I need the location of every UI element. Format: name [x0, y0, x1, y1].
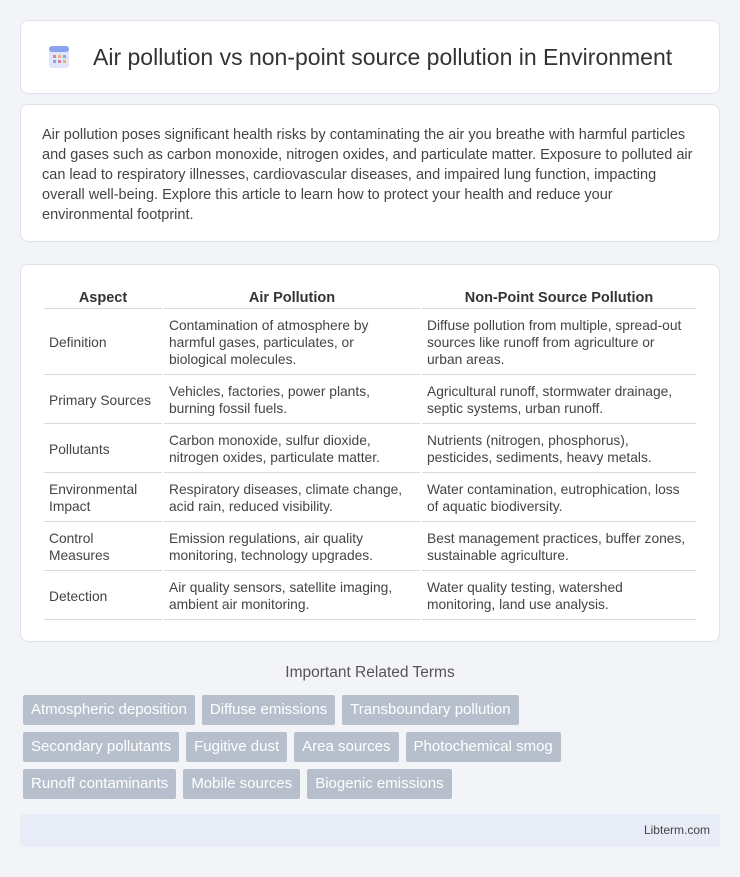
- comparison-card: [20, 264, 720, 642]
- cell-air: Vehicles, factories, power plants, burning fossil fuels.: [164, 377, 420, 424]
- header-aspect: Aspect: [44, 286, 162, 309]
- table-row: [44, 311, 696, 375]
- tag-secondary-pollutants[interactable]: Secondary pollutants: [23, 732, 179, 762]
- related-terms-tags: [23, 695, 723, 806]
- header-non-point: Non-Point Source Pollution: [422, 286, 696, 309]
- table-row: [44, 524, 696, 571]
- cell-nonpoint: Water quality testing, watershed monitoring, land use analysis.: [422, 573, 696, 620]
- tag-row: [23, 732, 723, 762]
- tag-biogenic-emissions[interactable]: Biogenic emissions: [307, 769, 451, 799]
- cell-nonpoint: Nutrients (nitrogen, phosphorus), pesticides, sediments, heavy metals.: [422, 426, 696, 473]
- tag-fugitive-dust[interactable]: Fugitive dust: [186, 732, 287, 762]
- comparison-table: [42, 284, 698, 622]
- page-title: Air pollution vs non-point source pollution in Environment: [93, 43, 673, 70]
- tag-row: [23, 695, 723, 725]
- header-card: [20, 20, 720, 94]
- cell-aspect: Detection: [44, 573, 162, 620]
- table-header-row: [44, 286, 696, 309]
- cell-aspect: Primary Sources: [44, 377, 162, 424]
- document-list-icon: [45, 43, 73, 71]
- footer-site-link[interactable]: Libterm.com: [643, 823, 710, 837]
- cell-nonpoint: Best management practices, buffer zones, sustainable agriculture.: [422, 524, 696, 571]
- tag-photochemical-smog[interactable]: Photochemical smog: [406, 732, 561, 762]
- table-row: [44, 426, 696, 473]
- cell-aspect: Definition: [44, 311, 162, 375]
- cell-air: Emission regulations, air quality monitoring, technology upgrades.: [164, 524, 420, 571]
- table-row: [44, 377, 696, 424]
- intro-paragraph: Air pollution poses significant health risks by contaminating the air you breathe with harmful particles and gases such as carbon monoxide, nitrogen oxides, and particulate matter. Exposure to polluted air can lead to respiratory illnesses, cardiovascular diseases, and impaired lung function, impacting overall well-being. Explore this article to learn how to protect your health and reduce your environmental footprint.: [42, 127, 693, 223]
- table-row: [44, 475, 696, 522]
- table-row: [44, 573, 696, 620]
- related-terms-title: Important Related Terms: [285, 664, 455, 681]
- cell-aspect: Environmental Impact: [44, 475, 162, 522]
- footer: [20, 814, 720, 847]
- header-air-pollution: Air Pollution: [164, 286, 420, 309]
- tag-transboundary-pollution[interactable]: Transboundary pollution: [342, 695, 518, 725]
- intro-card: [20, 104, 720, 242]
- cell-nonpoint: Agricultural runoff, stormwater drainage, septic systems, urban runoff.: [422, 377, 696, 424]
- cell-nonpoint: Diffuse pollution from multiple, spread-out sources like runoff from agriculture or urban areas.: [422, 311, 696, 375]
- cell-nonpoint: Water contamination, eutrophication, loss of aquatic biodiversity.: [422, 475, 696, 522]
- cell-air: Respiratory diseases, climate change, acid rain, reduced visibility.: [164, 475, 420, 522]
- tag-area-sources[interactable]: Area sources: [294, 732, 398, 762]
- cell-aspect: Control Measures: [44, 524, 162, 571]
- tag-row: [23, 769, 723, 799]
- cell-air: Contamination of atmosphere by harmful gases, particulates, or biological molecules.: [164, 311, 420, 375]
- cell-aspect: Pollutants: [44, 426, 162, 473]
- cell-air: Carbon monoxide, sulfur dioxide, nitrogen oxides, particulate matter.: [164, 426, 420, 473]
- tag-mobile-sources[interactable]: Mobile sources: [183, 769, 300, 799]
- tag-runoff-contaminants[interactable]: Runoff contaminants: [23, 769, 176, 799]
- tag-atmospheric-deposition[interactable]: Atmospheric deposition: [23, 695, 195, 725]
- tag-diffuse-emissions[interactable]: Diffuse emissions: [202, 695, 335, 725]
- cell-air: Air quality sensors, satellite imaging, ambient air monitoring.: [164, 573, 420, 620]
